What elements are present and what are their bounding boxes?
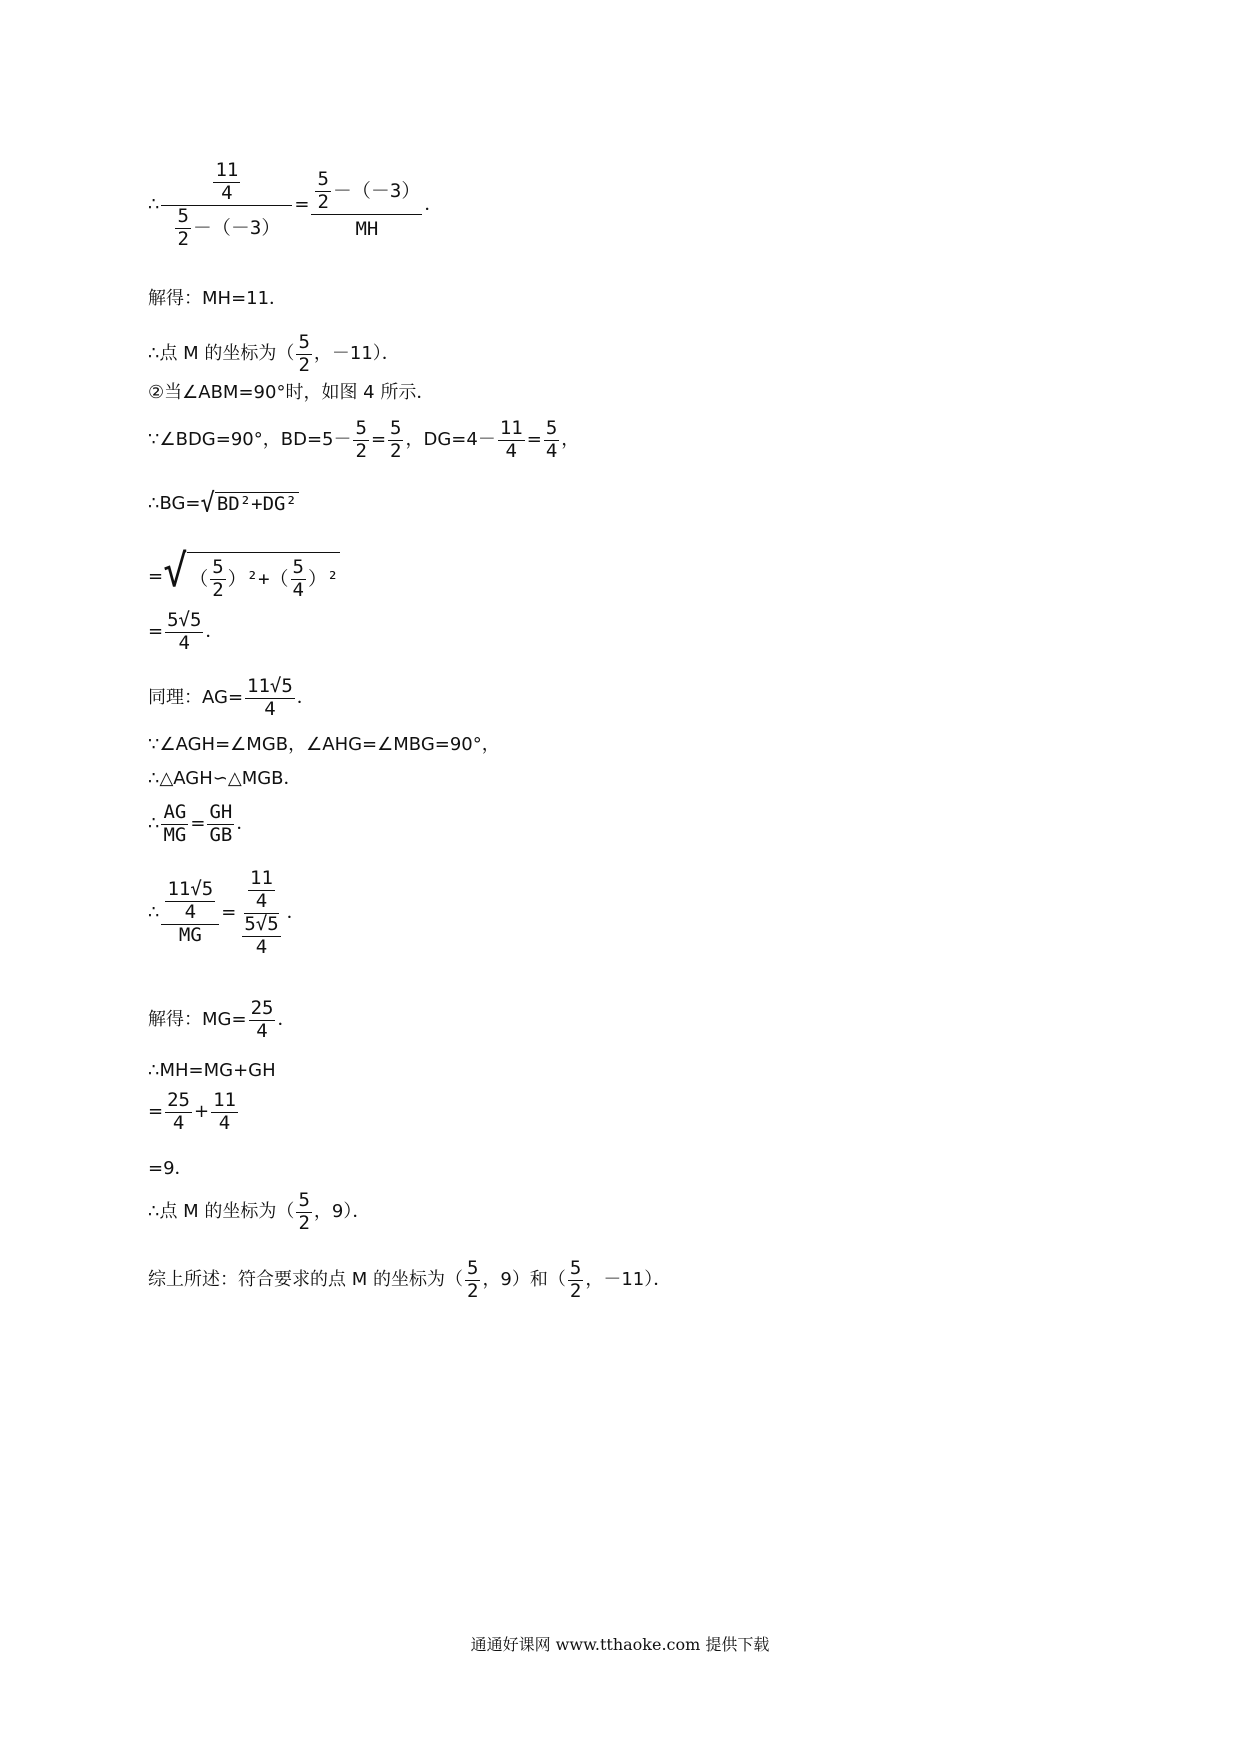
numerator-5: 5 bbox=[177, 204, 189, 227]
plus-sign: + bbox=[193, 1101, 210, 1123]
denominator: 4 bbox=[256, 1019, 268, 1042]
numerator: 5 bbox=[298, 1189, 310, 1211]
period: ． bbox=[424, 194, 443, 216]
left-complex-fraction bbox=[161, 160, 292, 250]
numerator: AG bbox=[163, 801, 187, 823]
denominator: 4 bbox=[178, 631, 190, 654]
mh-value: =9． bbox=[148, 1158, 193, 1179]
paren-sq: ）² bbox=[308, 567, 339, 590]
comma: ， bbox=[561, 429, 580, 451]
bd-dg-computation bbox=[148, 418, 579, 463]
denominator: 4 bbox=[218, 1111, 231, 1134]
denominator-2: 2 bbox=[177, 227, 189, 250]
denominator: 4 bbox=[172, 1111, 185, 1134]
denominator: 2 bbox=[390, 439, 402, 462]
period: ． bbox=[236, 813, 255, 835]
numerator: GH bbox=[209, 801, 233, 823]
equals-sign: = bbox=[148, 565, 164, 587]
ag-result bbox=[148, 676, 315, 721]
numerator: 5 bbox=[355, 417, 367, 439]
similar-triangles: ∴△AGH∽△MGB． bbox=[148, 768, 302, 789]
page-footer: 通通好课网 www.tthaoke.com 提供下载 bbox=[470, 1635, 770, 1654]
text-after: ，－11）． bbox=[585, 1269, 672, 1291]
denominator-2: 2 bbox=[317, 191, 329, 214]
text-before: ∴点 M 的坐标为（ bbox=[148, 343, 295, 365]
period: ． bbox=[277, 1009, 296, 1031]
denominator-4: 4 bbox=[221, 181, 233, 204]
therefore-symbol: ∴ bbox=[148, 813, 160, 835]
point-m-coords-1 bbox=[148, 332, 400, 377]
text-after: ，－11）． bbox=[313, 343, 400, 365]
denominator: 4 bbox=[255, 935, 268, 958]
numerator: 5 bbox=[212, 556, 224, 578]
period: ． bbox=[205, 621, 224, 643]
left-numerator bbox=[161, 160, 292, 206]
radical-sign: √ bbox=[200, 487, 215, 519]
text-after: ，9）． bbox=[313, 1201, 371, 1223]
conclusion bbox=[148, 1258, 671, 1303]
numerator: 5 bbox=[545, 417, 558, 439]
equals-sign: = bbox=[148, 621, 164, 643]
denominator: 2 bbox=[569, 1279, 582, 1302]
numerator-11: 11 bbox=[215, 159, 239, 181]
equals-sign: = bbox=[370, 429, 387, 451]
fraction-11-4 bbox=[211, 1090, 238, 1135]
denominator: 4 bbox=[184, 901, 197, 924]
bg-result bbox=[148, 610, 223, 655]
fraction-11-4 bbox=[248, 868, 275, 913]
right-numerator bbox=[311, 169, 422, 215]
bg-sqrt-formula bbox=[148, 487, 299, 519]
numerator: 5 bbox=[466, 1257, 479, 1279]
denominator: 4 bbox=[255, 889, 268, 912]
right-complex-fraction bbox=[238, 868, 284, 958]
point-m-coords-2 bbox=[148, 1190, 370, 1235]
fraction-ag-mg bbox=[161, 802, 188, 847]
fraction-25-4 bbox=[249, 998, 276, 1043]
ratio-substitution bbox=[148, 868, 305, 958]
numerator: 11√5 bbox=[247, 675, 293, 697]
text-middle: ，9）和（ bbox=[482, 1269, 566, 1291]
denominator: 4 bbox=[264, 697, 276, 720]
denominator: 2 bbox=[298, 1211, 310, 1234]
five-halves-fraction-1 bbox=[465, 1258, 480, 1303]
paren: （ bbox=[189, 567, 209, 590]
period: ． bbox=[296, 687, 315, 709]
angle-equalities: ∵∠AGH=∠MGB，∠AHG=∠MBG=90°， bbox=[148, 734, 500, 755]
denominator: 2 bbox=[466, 1279, 479, 1302]
numerator: 25 bbox=[167, 1089, 190, 1111]
numerator-5: 5 bbox=[317, 168, 329, 191]
five-halves-fraction bbox=[175, 206, 190, 251]
fraction-5-4 bbox=[544, 418, 559, 463]
five-halves-fraction-right bbox=[315, 169, 330, 214]
five-halves-fraction bbox=[296, 1190, 311, 1235]
text-before: 解得：MG= bbox=[148, 1009, 247, 1031]
denominator: 2 bbox=[212, 578, 224, 601]
fraction-gh-gb bbox=[207, 802, 234, 847]
numerator: 5 bbox=[292, 556, 304, 578]
numerator: 11√5 bbox=[167, 878, 214, 901]
therefore-symbol: ∴ bbox=[148, 902, 160, 924]
denominator: 4 bbox=[545, 439, 558, 462]
denominator: GB bbox=[209, 823, 233, 846]
radical-sign: √ bbox=[163, 546, 188, 597]
fraction-5-2-b bbox=[388, 418, 403, 463]
numerator: 25 bbox=[250, 997, 274, 1019]
therefore-symbol: ∴ bbox=[148, 194, 160, 216]
right-complex-fraction bbox=[311, 169, 422, 241]
numerator: 5 bbox=[298, 331, 310, 353]
numerator: 11 bbox=[213, 1089, 236, 1111]
denominator: 4 bbox=[505, 439, 517, 462]
numerator: 5√5 bbox=[244, 912, 279, 935]
text-before: ∴点 M 的坐标为（ bbox=[148, 1201, 295, 1223]
equals-sign: = bbox=[526, 429, 542, 451]
bg-sqrt-values bbox=[148, 546, 340, 602]
five-halves-fraction-2 bbox=[568, 1258, 583, 1303]
equals-sign: = bbox=[190, 813, 206, 835]
fraction-5-4 bbox=[291, 557, 306, 602]
denominator: 4 bbox=[292, 578, 304, 601]
numerator: 5 bbox=[390, 417, 402, 439]
text-before: 同理：AG= bbox=[148, 687, 244, 709]
fraction-25-4 bbox=[165, 1090, 192, 1135]
text-b: ，DG=4－ bbox=[405, 429, 496, 451]
equals-sign: = bbox=[294, 194, 310, 216]
text-a: ∵∠BDG=90°，BD=5－ bbox=[148, 429, 352, 451]
case-2-heading: ②当∠ABM=90°时，如图 4 所示． bbox=[148, 382, 435, 403]
mh-sum: ∴MH=MG+GH bbox=[148, 1060, 276, 1081]
right-numerator bbox=[244, 868, 279, 914]
fraction-11sqrt5-4 bbox=[165, 879, 215, 924]
equals-sign: = bbox=[221, 902, 237, 924]
text-before: ∴BG= bbox=[148, 492, 201, 514]
left-denominator bbox=[171, 206, 282, 251]
text-before: 综上所述：符合要求的点 M 的坐标为（ bbox=[148, 1269, 463, 1291]
equals-sign: = bbox=[148, 1101, 164, 1123]
mh-sum-values bbox=[148, 1090, 240, 1135]
left-denominator: MG bbox=[178, 924, 202, 947]
fraction-5-2 bbox=[210, 557, 225, 602]
radicand: BD²+DG² bbox=[216, 493, 297, 515]
left-numerator-fraction bbox=[213, 160, 240, 205]
mg-result bbox=[148, 998, 295, 1043]
numerator: 11 bbox=[250, 867, 273, 889]
left-complex-fraction bbox=[161, 879, 219, 947]
ratio-equation bbox=[148, 802, 254, 847]
fraction-5-2 bbox=[353, 418, 368, 463]
denominator: 2 bbox=[355, 439, 367, 462]
denominator: MG bbox=[163, 823, 187, 846]
paren-sq-plus: ）²+（ bbox=[227, 567, 289, 590]
period: ． bbox=[286, 902, 305, 924]
fraction-11-4 bbox=[498, 418, 525, 463]
fraction-11sqrt5-4 bbox=[245, 676, 295, 721]
radicand bbox=[187, 552, 340, 602]
equation-complex-fraction-1 bbox=[148, 160, 442, 250]
five-halves-fraction bbox=[296, 332, 311, 377]
left-numerator bbox=[161, 879, 219, 925]
solution-mh: 解得：MH=11． bbox=[148, 288, 288, 309]
denominator: 2 bbox=[298, 353, 310, 376]
numerator: 5√5 bbox=[167, 609, 202, 631]
right-denominator bbox=[238, 914, 284, 959]
minus-neg3: －（－3） bbox=[192, 216, 281, 239]
numerator: 11 bbox=[499, 417, 523, 439]
square-root bbox=[163, 546, 340, 602]
denominator-mh: MH bbox=[355, 218, 379, 241]
minus-neg3: －（－3） bbox=[332, 180, 421, 203]
fraction-5sqrt5-4 bbox=[165, 610, 203, 655]
fraction-5sqrt5-4 bbox=[242, 914, 280, 959]
numerator: 5 bbox=[569, 1257, 582, 1279]
square-root bbox=[200, 487, 299, 519]
